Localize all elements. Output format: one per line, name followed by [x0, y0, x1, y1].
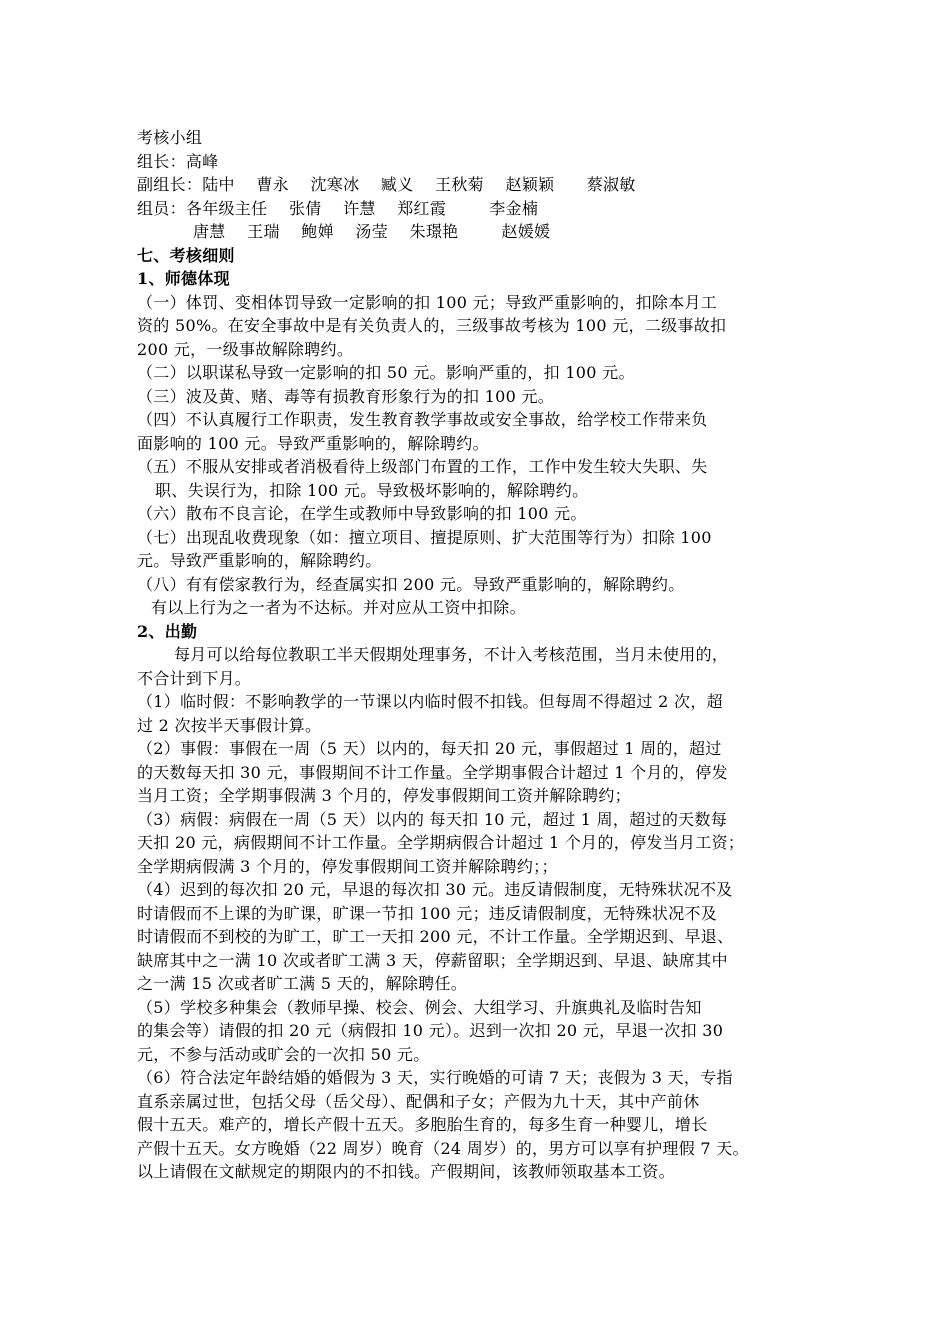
ethics-line: （八）有有偿家教行为，经查属实扣 200 元。导致严重影响的，解除聘约。	[137, 574, 685, 594]
attendance-line: 假十五天。难产的，增长产假十五天。多胞胎生育的，每多生育一种婴儿，增长	[137, 1115, 708, 1134]
attendance-line: 缺席其中之一满 10 次或者旷工满 3 天，停薪留职；全学期迟到、早退、缺席其中	[137, 950, 728, 970]
ethics-line: 资的 50%。在安全事故中是有关负责人的，三级事故考核为 100 元，二级事故扣	[137, 316, 727, 335]
ethics-line: （一）体罚、变相体罚导致一定影响的扣 100 元；导致严重影响的，扣除本月工	[137, 292, 718, 312]
attendance-line: 产假十五天。女方晚婚（22 周岁）晚育（24 周岁）的，男方可以享有护理假 7 天。	[137, 1138, 749, 1158]
attendance-line: 直系亲属过世，包括父母（岳父母）、配偶和子女；产假为九十天，其中产前休	[137, 1091, 700, 1111]
attendance-line: 当月工资；全学期事假满 3 个月的，停发事假期间工资并解除聘约；	[137, 786, 631, 805]
group-members-continued: 唐慧 王瑞 鲍婵 汤莹 朱璟艳 赵媛媛	[193, 222, 551, 241]
group-title: 考核小组	[137, 128, 203, 147]
ethics-line: （七）出现乱收费现象（如：擅立项目、擅提原则、扩大范围等行为）扣除 100	[137, 527, 712, 547]
attendance-line: 过 2 次按半天事假计算。	[137, 715, 322, 735]
attendance-line: 元，不参与活动或旷会的一次扣 50 元。	[137, 1044, 430, 1064]
attendance-line: （1）临时假：不影响教学的一节课以内临时假不扣钱。但每周不得超过 2 次，超	[137, 692, 723, 711]
attendance-line: 全学期病假满 3 个月的，停发事假期间工资并解除聘约；；	[137, 856, 558, 876]
ethics-line: （三）波及黄、赌、毒等有损教育形象行为的扣 100 元。	[137, 386, 555, 406]
attendance-line: 时请假而不到校的为旷工，旷工一天扣 200 元，不计工作量。全学期迟到、早退、	[137, 927, 734, 946]
attendance-line: （3）病假：病假在一周（5 天）以内的 每天扣 10 元，超过 1 周，超过的天数每	[137, 809, 728, 829]
subsection-heading-ethics: 1、师德体现	[137, 269, 230, 288]
ethics-line: （四）不认真履行工作职责，发生教育教学事故或安全事故，给学校工作带来负	[137, 410, 708, 429]
ethics-line: （五）不服从安排或者消极看待上级部门布置的工作，工作中发生较大失职、失	[137, 457, 708, 476]
attendance-line: 时请假而不上课的为旷课，旷课一节扣 100 元；违反请假制度，无特殊状况不及	[137, 903, 718, 923]
attendance-line: 不合计到下月。	[137, 668, 252, 688]
attendance-line: 天扣 20 元，病假期间不计工作量。全学期病假合计超过 1 个月的，停发当月工资；	[137, 833, 745, 852]
subsection-heading-attendance: 2、出勤	[137, 621, 198, 641]
attendance-line: （5）学校多种集会（教师早操、校会、例会、大组学习、升旗典礼及临时告知	[137, 997, 702, 1017]
ethics-line: 元。导致严重影响的，解除聘约。	[137, 551, 382, 570]
document-page	[137, 126, 827, 1184]
group-leader: 组长：高峰	[137, 151, 219, 171]
attendance-line: （2）事假：事假在一周（5 天）以内的，每天扣 20 元，事假超过 1 周的，超过	[137, 739, 722, 758]
group-deputies: 副组长：陆中 曹永 沈寒冰 臧义 王秋菊 赵颖颖 蔡淑敏	[137, 175, 636, 194]
ethics-line: 职、失误行为，扣除 100 元。导致极坏影响的，解除聘约。	[155, 480, 589, 500]
ethics-line: 面影响的 100 元。导致严重影响的，解除聘约。	[137, 433, 489, 453]
attendance-line: 之一满 15 次或者旷工满 5 天的，解除聘任。	[137, 974, 468, 993]
attendance-line: 以上请假在文献规定的期限内的不扣钱。产假期间，该教师领取基本工资。	[137, 1162, 675, 1181]
group-members: 组员：各年级主任 张倩 许慧 郑红霞 李金楠	[137, 198, 539, 218]
attendance-line: （6）符合法定年龄结婚的婚假为 3 天，实行晚婚的可请 7 天；丧假为 3 天，专指	[137, 1068, 733, 1087]
ethics-line: （六）散布不良言论，在学生或教师中导致影响的扣 100 元。	[137, 504, 587, 523]
attendance-line: 的集会等）请假的扣 20 元（病假扣 10 元）。迟到一次扣 20 元，早退一次扣 30	[137, 1021, 724, 1040]
attendance-line: （4）迟到的每次扣 20 元，早退的每次扣 30 元。违反请假制度，无特殊状况不及	[137, 880, 733, 899]
ethics-line: 200 元，一级事故解除聘约。	[137, 339, 354, 359]
ethics-line: （二）以职谋私导致一定影响的扣 50 元。影响严重的，扣 100 元。	[137, 363, 635, 382]
attendance-line: 每月可以给每位教职工半天假期处理事务，不计入考核范围，当月未使用的，	[174, 645, 729, 664]
section-heading: 七、考核细则	[137, 245, 235, 265]
ethics-note: 有以上行为之一者为不达标。并对应从工资中扣除。	[151, 598, 526, 617]
attendance-line: 的天数每天扣 30 元，事假期间不计工作量。全学期事假合计超过 1 个月的，停发	[137, 762, 728, 782]
